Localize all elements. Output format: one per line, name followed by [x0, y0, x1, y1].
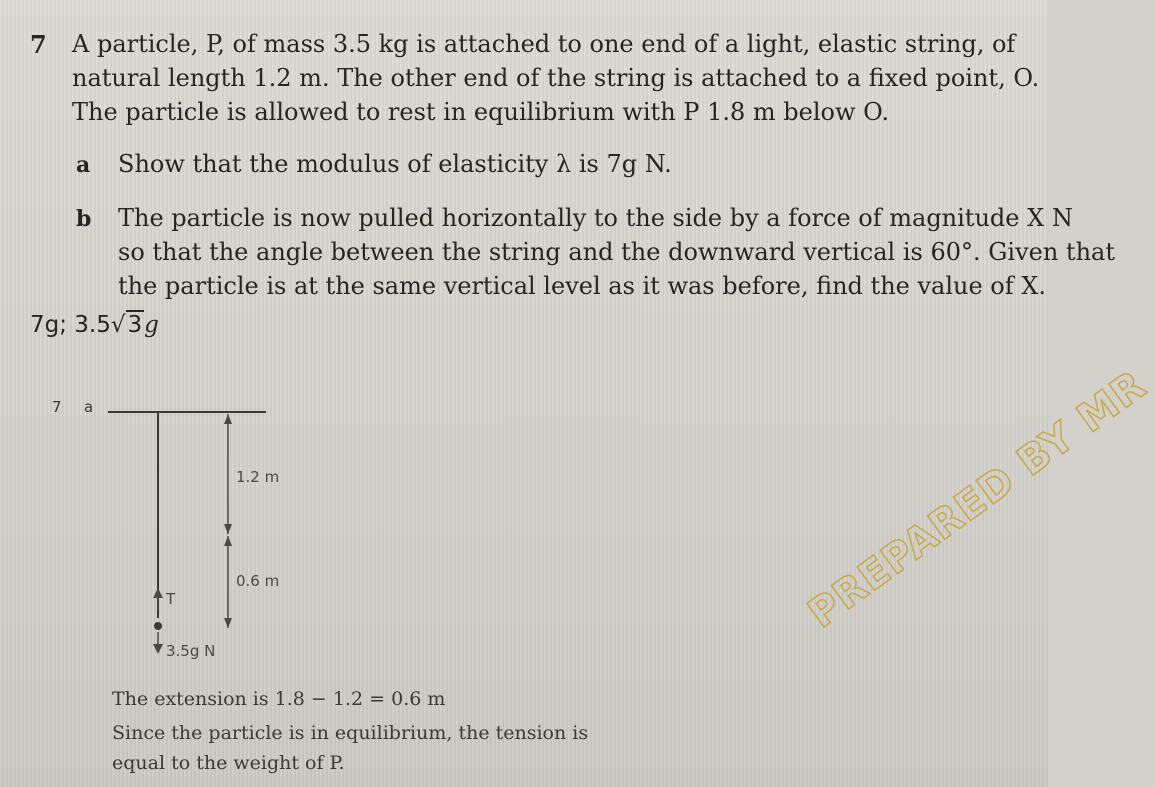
part-b-line-3: the particle is at the same vertical level as it was before, find the value of X. [118, 272, 1046, 300]
answer-key [30, 312, 159, 338]
string-diagram [100, 400, 300, 670]
tension-label: T [166, 590, 176, 608]
dim-arrow-mid-up [224, 536, 232, 546]
weight-label: 3.5g N [166, 642, 216, 660]
solution-line-1: The extension is 1.8 − 1.2 = 0.6 m [112, 688, 446, 710]
solution-line-3: equal to the weight of P. [112, 752, 345, 774]
part-b-line-2: so that the angle between the string and the downward vertical is 60°. Given that [118, 238, 1115, 266]
tension-arrowhead [153, 588, 163, 598]
dim-arrow-mid-down [224, 524, 232, 534]
part-b-label: b [76, 206, 92, 232]
question-stem-line-3: The particle is allowed to rest in equilibrium with P 1.8 m below O. [72, 98, 890, 126]
sqrt-sign: √ [110, 312, 126, 338]
question-stem-line-1: A particle, P, of mass 3.5 kg is attached to one end of a light, elastic string, of [72, 30, 1016, 58]
answer-part1: 7g; 3.5 [30, 312, 111, 338]
dim-arrow-bottom [224, 618, 232, 628]
part-a-text: Show that the modulus of elasticity λ is 7g N. [118, 150, 672, 178]
question-number: 7 [30, 30, 47, 59]
answer-root: 3 [127, 312, 143, 338]
weight-arrowhead [153, 644, 163, 654]
solution-part: a [84, 398, 94, 416]
part-a-label: a [76, 152, 91, 178]
dim-arrow-top [224, 414, 232, 424]
part-b-line-1: The particle is now pulled horizontally to the side by a force of magnitude X N [118, 204, 1073, 232]
extension-label: 0.6 m [236, 572, 280, 590]
solution-line-2: Since the particle is in equilibrium, the tension is [112, 722, 589, 744]
answer-var: g [144, 312, 159, 338]
natural-length-label: 1.2 m [236, 468, 280, 486]
watermark: PREPARED BY MR [800, 361, 1155, 638]
solution-number: 7 [52, 398, 62, 416]
particle-dot [154, 622, 162, 630]
question-stem-line-2: natural length 1.2 m. The other end of the string is attached to a fixed point, O. [72, 64, 1040, 92]
